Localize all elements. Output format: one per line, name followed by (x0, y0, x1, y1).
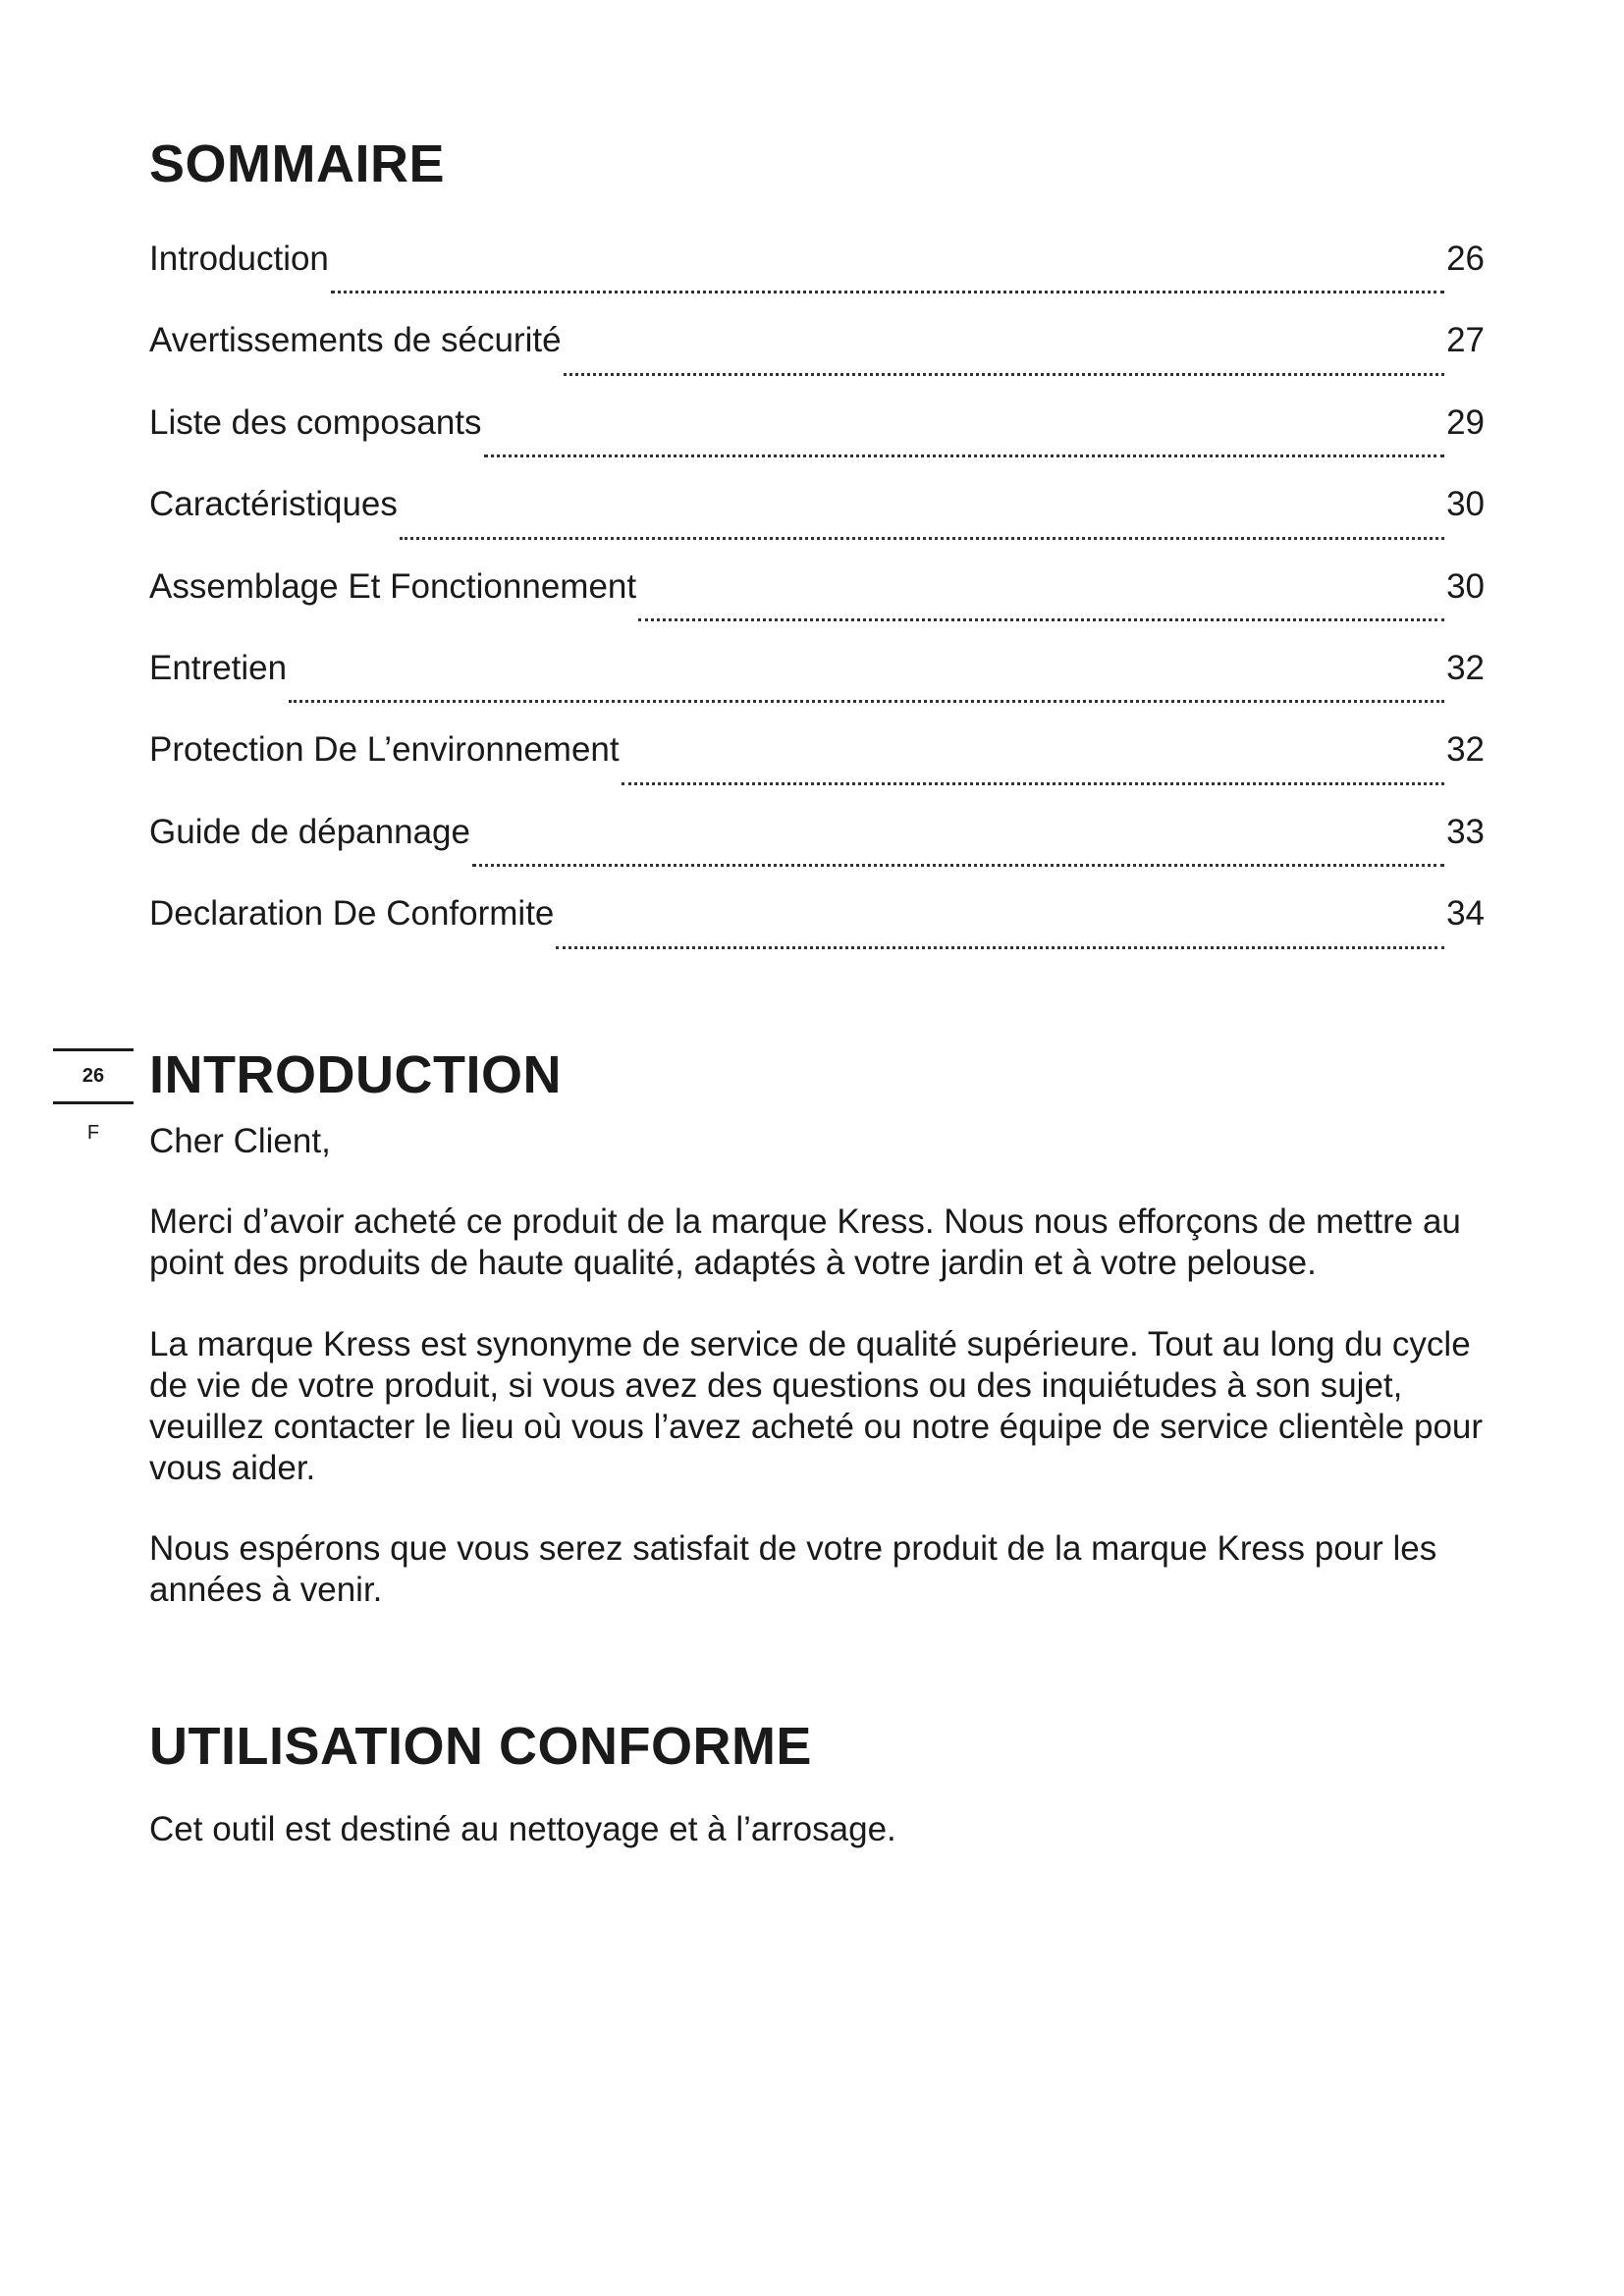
greeting: Cher Client, (149, 1122, 331, 1160)
toc-entry-introduction[interactable] (149, 240, 1485, 321)
toc-entry-assembly-operation[interactable] (149, 567, 1485, 649)
toc-leader-dots (622, 782, 1444, 785)
toc-entry-label: Liste des composants (149, 402, 482, 442)
toc-entry-page: 29 (1446, 402, 1485, 442)
toc-entry-page: 30 (1446, 566, 1485, 606)
toc-entry-page: 30 (1446, 485, 1485, 524)
intended-use-text: Cet outil est destiné au nettoyage et à l’arrosage. (149, 1810, 896, 1848)
toc-entry-label: Introduction (149, 240, 329, 278)
toc-leader-dots (472, 864, 1444, 867)
toc-entry-environment[interactable] (149, 730, 1485, 812)
toc-entry-label: Declaration De Conformite (149, 894, 555, 934)
toc-entry-label: Caractéristiques (149, 485, 398, 524)
toc-entry-component-list[interactable] (149, 403, 1485, 485)
table-of-contents (149, 240, 1485, 977)
toc-entry-specifications[interactable] (149, 485, 1485, 566)
toc-leader-dots (289, 700, 1444, 703)
toc-leader-dots (400, 537, 1444, 540)
toc-entry-label: Avertissements de sécurité (149, 321, 562, 360)
toc-entry-label: Entretien (149, 648, 288, 687)
toc-entry-page: 27 (1446, 321, 1485, 360)
toc-entry-label: Protection De L’environnement (149, 730, 620, 770)
toc-entry-page: 26 (1446, 240, 1485, 278)
toc-leader-dots (556, 946, 1444, 949)
toc-leader-dots (331, 291, 1444, 294)
language-code: F (86, 1122, 100, 1144)
toc-entry-maintenance[interactable] (149, 649, 1485, 730)
toc-entry-troubleshooting[interactable] (149, 813, 1485, 894)
toc-entry-safety-warnings[interactable] (149, 321, 1485, 402)
intro-paragraph-3: Nous espérons que vous serez satisfait de votre produit de la marque Kress pour les années à venir. (149, 1529, 1437, 1609)
toc-entry-label: Guide de dépannage (149, 812, 470, 851)
toc-entry-page: 32 (1446, 648, 1485, 687)
page-marker (53, 1048, 134, 1145)
toc-entry-page: 32 (1446, 730, 1485, 770)
toc-heading: SOMMAIRE (149, 134, 445, 193)
toc-leader-dots (564, 373, 1445, 376)
page-number: 26 (81, 1065, 105, 1087)
toc-entry-page: 34 (1446, 894, 1485, 934)
toc-leader-dots (484, 454, 1445, 457)
toc-entry-page: 33 (1446, 812, 1485, 851)
toc-leader-dots (638, 618, 1444, 621)
intro-paragraph-2: La marque Kress est synonyme de service de qualité supérieure. Tout au long du cycle de vie de votre produit, si vous avez des questions ou des inquiétudes à son sujet, veuillez contacter le lieu où vous l’avez acheté ou notre équipe de service clientèle pour vous aider. (149, 1325, 1484, 1487)
intended-use-heading: UTILISATION CONFORME (149, 1717, 812, 1776)
toc-entry-label: Assemblage Et Fonctionnement (149, 566, 637, 606)
toc-entry-declaration[interactable] (149, 894, 1485, 976)
introduction-heading: INTRODUCTION (149, 1045, 562, 1104)
intro-paragraph-1: Merci d’avoir acheté ce produit de la marque Kress. Nous nous efforçons de mettre au point des produits de haute qualité, adaptés à votre jardin et à votre pelouse. (149, 1202, 1461, 1282)
